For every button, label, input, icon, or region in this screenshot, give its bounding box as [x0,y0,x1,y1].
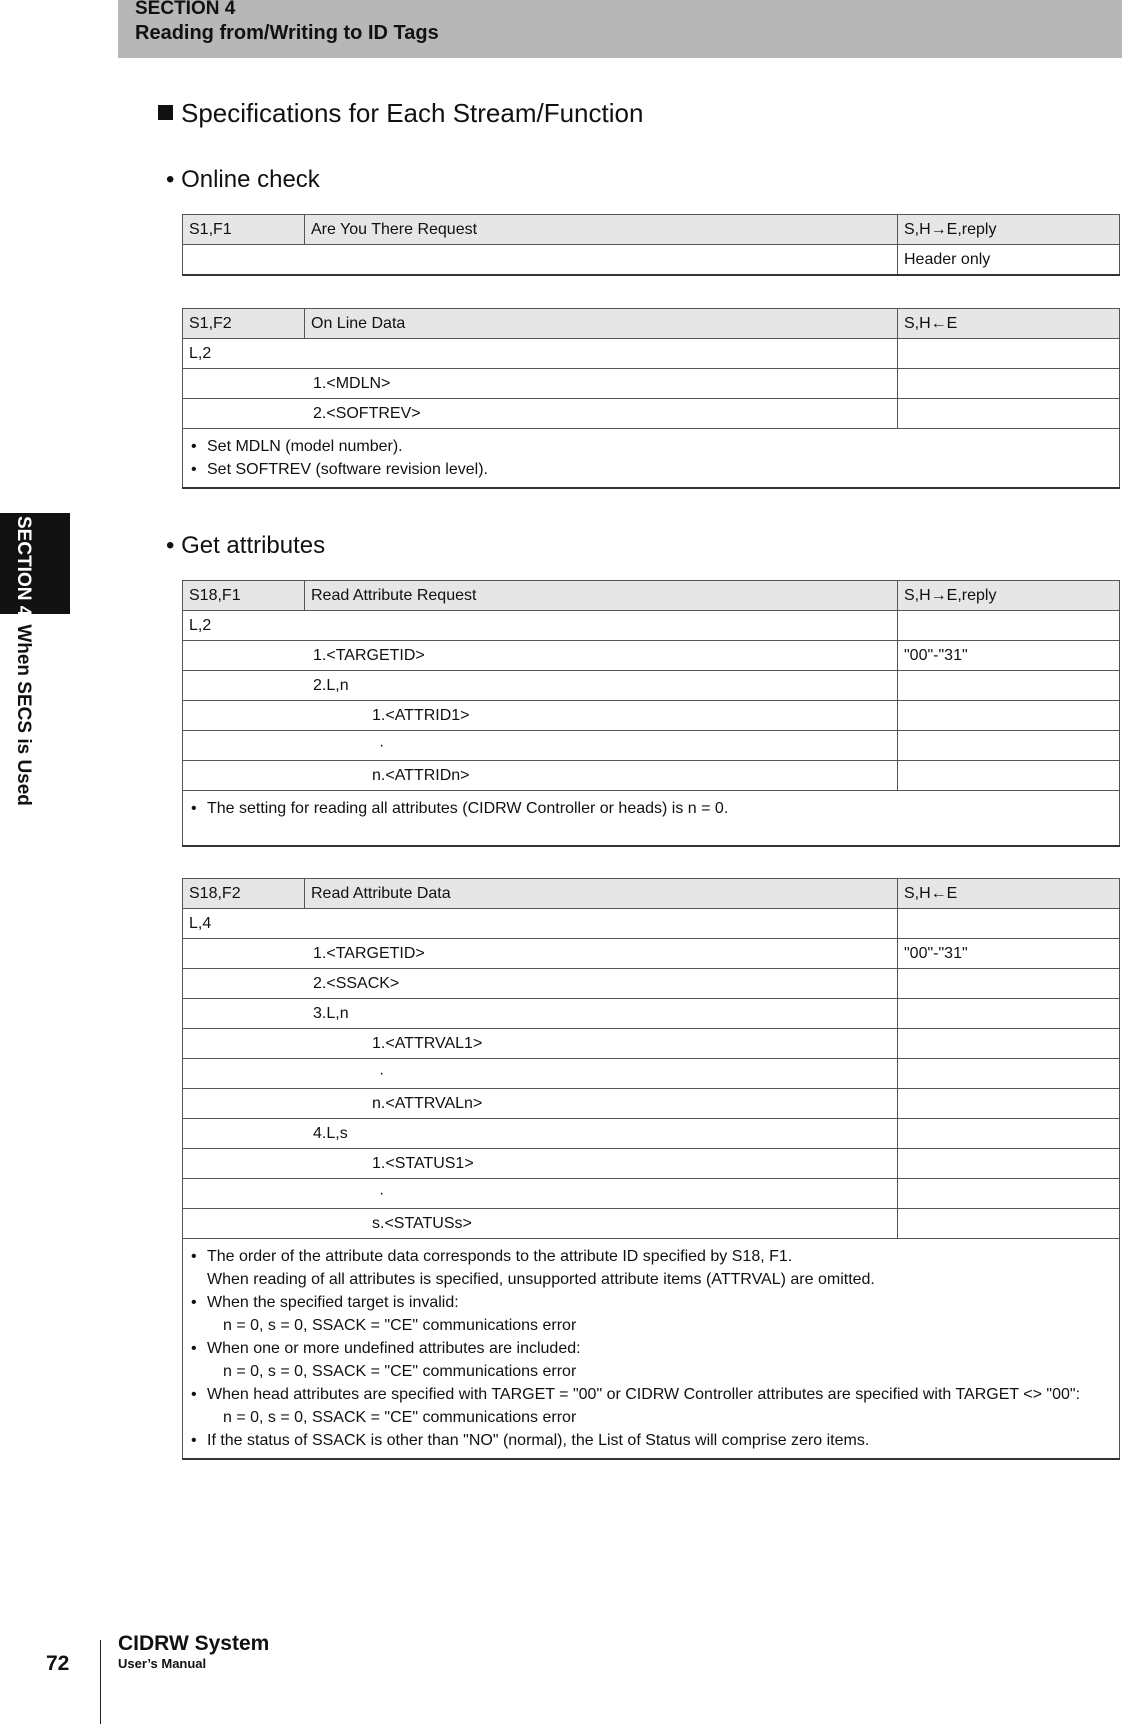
square-bullet-icon [158,105,173,120]
table-row: L,4 [183,909,1120,939]
footer-divider [100,1640,101,1724]
section-header [118,0,1122,58]
message-name: On Line Data [305,309,898,339]
table-row: 1.<ATTRID1> [183,701,1120,731]
stream-function: S1,F2 [183,309,305,339]
section-title: Reading from/Writing to ID Tags [135,22,439,44]
table-s1f1 [182,214,1120,276]
direction: S,H→E,reply [898,581,1120,611]
side-tab-text [12,516,34,806]
header-only-cell: Header only [898,245,1120,276]
table-header-row [183,309,1120,339]
table-row: 1.<TARGETID> "00"-"31" [183,641,1120,671]
page-heading: Specifications for Each Stream/Function [158,98,643,129]
table-header-row [183,581,1120,611]
subsection-get-attributes: • Get attributes [166,532,326,559]
table-row: n.<ATTRVALn> [183,1089,1120,1119]
notes: • Set MDLN (model number). • Set SOFTREV (software revision level). [183,429,1120,489]
footer-manual: User’s Manual [118,1656,207,1671]
table-s18f2 [182,878,1120,1460]
section-number: SECTION 4 [135,0,236,19]
notes-row [183,791,1120,847]
table-s18f1 [182,580,1120,847]
table-row: L,2 [183,611,1120,641]
direction: S,H←E [898,879,1120,909]
table-header-row [183,215,1120,245]
table-row: 2.<SOFTREV> [183,399,1120,429]
footer-product: CIDRW System [118,1632,270,1655]
side-tab-section: SECTION 4 [13,516,34,617]
table-row: 2.L,n [183,671,1120,701]
notes-row [183,1239,1120,1460]
stream-function: S18,F2 [183,879,305,909]
table-row: 2.<SSACK> [183,969,1120,999]
message-name: Read Attribute Request [305,581,898,611]
table-header-row [183,879,1120,909]
table-row: 1.<ATTRVAL1> [183,1029,1120,1059]
table-row: s.<STATUSs> [183,1209,1120,1239]
table-row: 1.<TARGETID> "00"-"31" [183,939,1120,969]
table-row: 1.<MDLN> [183,369,1120,399]
notes: • The order of the attribute data corresponds to the attribute ID specified by S18, F1. When reading of all attributes is specified, unsupported attribute items (ATTRVAL) are omitted. • When the specified target is invalid: n = 0, s = 0, SSACK = "CE" communications error • When one or more undefined attributes are included: n = 0, s = 0, SSACK = "CE" communications error • When head attributes are specified with TARGET = "00" or CIDRW Controller attributes are specified with TARGET <> "00": n = 0, s = 0, SSACK = "CE" communications error • If the status of SSACK is other than "NO" (normal), the List of Status will comprise zero items. [183,1239,1120,1460]
direction: S,H←E [898,309,1120,339]
message-name: Are You There Request [305,215,898,245]
table-s1f2 [182,308,1120,489]
stream-function: S18,F1 [183,581,305,611]
message-name: Read Attribute Data [305,879,898,909]
table-row: · [183,1059,1120,1089]
side-tab-topic: When SECS is Used [13,624,34,806]
table-row: L,2 [183,339,1120,369]
table-row: · [183,731,1120,761]
page-number: 72 [46,1652,70,1675]
table-row: 4.L,s [183,1119,1120,1149]
direction: S,H→E,reply [898,215,1120,245]
table-row: · [183,1179,1120,1209]
notes-row [183,429,1120,489]
table-row: 3.L,n [183,999,1120,1029]
table-row [183,245,1120,276]
table-row: n.<ATTRIDn> [183,761,1120,791]
subsection-online-check: • Online check [166,166,320,193]
side-tab [0,513,70,617]
notes: • The setting for reading all attributes (CIDRW Controller or heads) is n = 0. [183,791,1120,847]
table-row: 1.<STATUS1> [183,1149,1120,1179]
stream-function: S1,F1 [183,215,305,245]
